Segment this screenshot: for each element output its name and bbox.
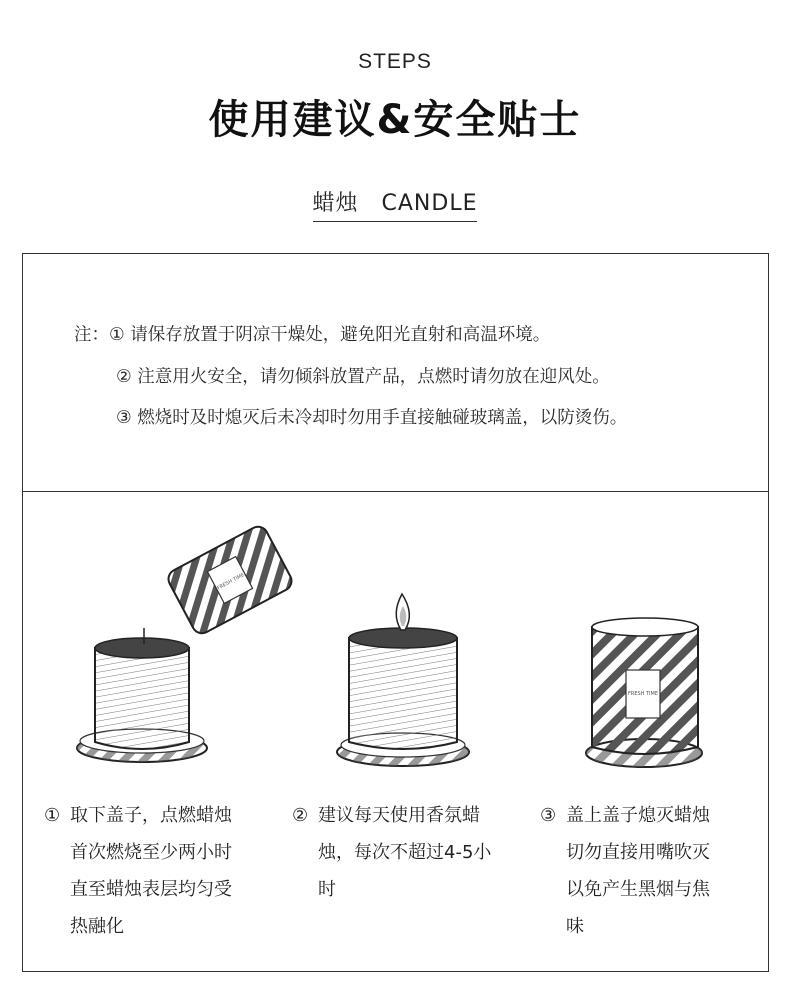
- note-line-2: ② 注意用火安全，请勿倾斜放置产品，点燃时请勿放在迎风处。: [116, 367, 610, 387]
- section-subtitle: [0, 186, 790, 222]
- step-1-line-1: 取下盖子，点燃蜡烛: [70, 805, 232, 826]
- step-1-line-3: 直至蜡烛表层均匀受: [70, 879, 232, 900]
- lit-candle-illustration: [325, 590, 485, 770]
- step-2-line-2: 烛，每次不超过4-5小: [318, 842, 492, 863]
- step-2-number: ②: [292, 805, 309, 826]
- page-title: 使用建议&安全贴士: [208, 97, 582, 143]
- step-1-number: ①: [44, 805, 61, 826]
- step-3-line-4: 味: [566, 916, 584, 937]
- candle-with-lid-on-illustration: [580, 615, 720, 775]
- step-3-text: [540, 797, 710, 945]
- candle-with-lid-off-illustration: [62, 520, 302, 770]
- step-1-line-4: 热融化: [70, 916, 124, 937]
- notes-panel: [22, 253, 769, 492]
- step-1-line-2: 首次燃烧至少两小时: [70, 842, 232, 863]
- note-line-1: 注：① 请保存放置于阴凉干燥处，避免阳光直射和高温环境。: [74, 325, 551, 345]
- note-line-3: ③ 燃烧时及时熄灭后未冷却时勿用手直接触碰玻璃盖，以防烫伤。: [116, 408, 628, 428]
- eyebrow-label: STEPS: [358, 50, 432, 73]
- step-2-line-1: 建议每天使用香氛蜡: [318, 805, 480, 826]
- step-2-line-3: 时: [318, 879, 336, 900]
- lid-label-text-2: FRESH TIME: [627, 691, 659, 697]
- lid-label-text: FRESH TIME: [216, 572, 246, 592]
- step-3-number: ③: [540, 805, 557, 826]
- step-3-line-1: 盖上盖子熄灭蜡烛: [566, 805, 710, 826]
- step-3-line-2: 切勿直接用嘴吹灭: [566, 842, 710, 863]
- step-2-text: [292, 797, 491, 908]
- subtitle-text: 蜡烛 CANDLE: [313, 186, 478, 222]
- step-3-line-3: 以免产生黑烟与焦: [566, 879, 710, 900]
- step-1-text: [44, 797, 232, 945]
